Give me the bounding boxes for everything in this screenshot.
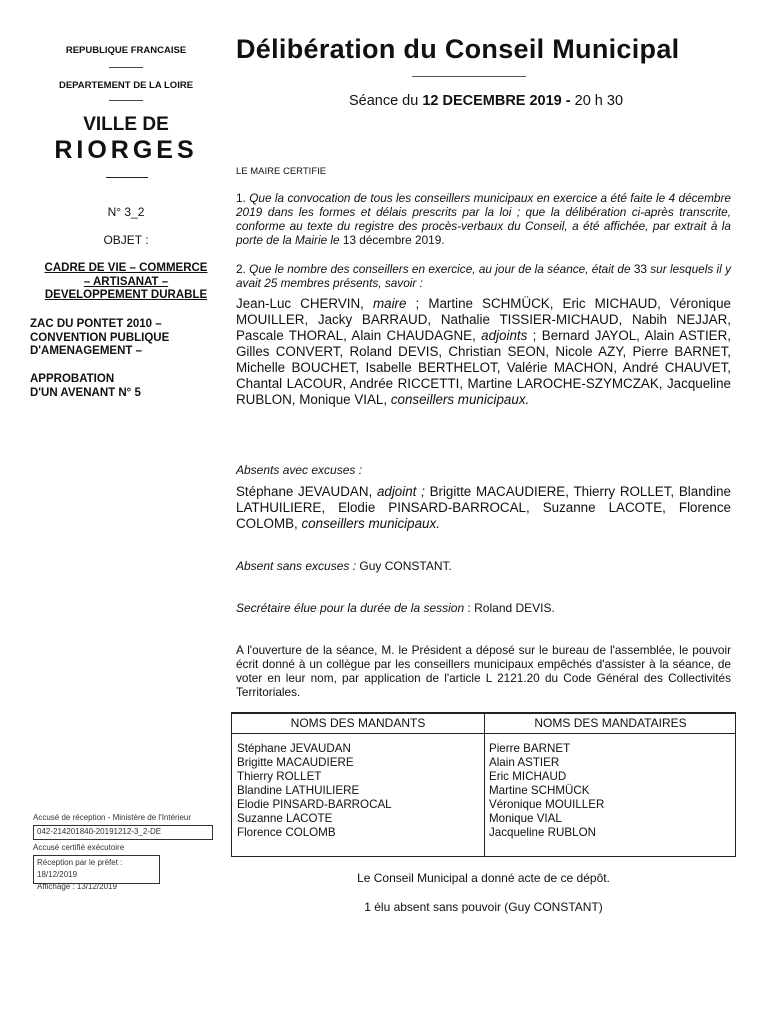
object-line: APPROBATION <box>30 373 115 385</box>
mandataire-name: Martine SCHMÜCK <box>489 784 590 797</box>
mandant-name: Blandine LATHUILIERE <box>237 784 360 797</box>
mandant-name: Elodie PINSARD-BARROCAL <box>237 798 392 811</box>
object-line: ZAC DU PONTET 2010 – <box>30 318 162 330</box>
mandant-name: Suzanne LACOTE <box>237 812 333 825</box>
republic-label: REPUBLIQUE FRANCAISE <box>65 45 187 56</box>
object-line: D'AMENAGEMENT – <box>30 345 142 357</box>
paragraph-number: 1. <box>236 191 250 205</box>
session-prefix: Séance du <box>348 93 423 109</box>
object-line: D'UN AVENANT N° 5 <box>30 386 141 399</box>
mandataire-name: Véronique MOUILLER <box>489 798 605 811</box>
mandataires-header: NOMS DES MANDATAIRES <box>534 716 687 730</box>
absent-label: Absent sans excuses : <box>236 559 357 573</box>
role-label: adjoints <box>481 328 528 343</box>
maire-certifie: LE MAIRE CERTIFIE <box>236 166 327 177</box>
document-title: Délibération du Conseil Municipal <box>236 34 680 64</box>
table-border <box>484 713 485 856</box>
role-label: adjoint ; <box>376 484 425 499</box>
member-names: Stéphane JEVAUDAN, <box>236 484 377 499</box>
stamp-reference: 042-214201840-20191212-3_2-DE <box>37 827 162 836</box>
role-label: maire <box>372 296 407 311</box>
object-section-approbation <box>30 373 222 400</box>
role-label: conseillers municipaux. <box>390 392 530 407</box>
paragraph-convocation <box>236 191 731 247</box>
absent-sans-excuses <box>236 559 452 573</box>
session-line <box>236 93 736 109</box>
absent-members <box>236 484 731 532</box>
affichage-date: 13 décembre 2019. <box>339 233 445 247</box>
mandataires-list <box>489 742 604 840</box>
acte-depot: Le Conseil Municipal a donné acte de ce dépôt. <box>357 871 610 885</box>
mandant-name: Florence COLOMB <box>237 826 336 839</box>
city-name: RIORGES <box>54 136 198 164</box>
member-names: Brigitte MACAUDIERE, Thierry ROLLET, Blandine LATHUILIERE, Elodie PINSARD-BARROCAL, Suzanne LACOTE, Florence COLOMB, <box>236 484 731 531</box>
mandataire-name: Pierre BARNET <box>489 742 571 755</box>
stamp-reception-label: Accusé de réception - Ministère de l'Intérieur <box>33 813 192 822</box>
stamp-reference-box <box>33 825 213 840</box>
role-label: conseillers municipaux. <box>301 516 440 531</box>
stamp-affichage-date: Affichage : 13/12/2019 <box>37 882 117 891</box>
objet-label: OBJET : <box>103 233 149 247</box>
mandant-name: Stéphane JEVAUDAN <box>237 742 351 755</box>
mandants-list <box>237 742 392 840</box>
object-section-cadre-de-vie <box>30 262 222 303</box>
divider <box>109 67 143 68</box>
secretaire <box>236 601 555 615</box>
mandant-name: Brigitte MACAUDIERE <box>237 756 354 769</box>
mandataire-name: Eric MICHAUD <box>489 770 567 783</box>
city-prefix: VILLE DE <box>83 114 169 135</box>
object-section-zac <box>30 318 222 359</box>
mandataire-name: Alain ASTIER <box>489 756 560 769</box>
object-line: DEVELOPPEMENT DURABLE <box>44 289 208 301</box>
absent-sans-pouvoir: 1 élu absent sans pouvoir (Guy CONSTANT) <box>364 900 603 914</box>
divider <box>109 100 143 101</box>
stamp-reception-date: Réception par le préfet : 18/12/2019 <box>37 858 123 879</box>
secretaire-name: : Roland DEVIS. <box>464 601 555 615</box>
department-label: DEPARTEMENT DE LA LOIRE <box>58 80 194 91</box>
paragraph-text: Que le nombre des conseillers en exercice, au jour de la séance, était de <box>249 262 631 276</box>
member-count: 33 <box>630 262 651 276</box>
paragraph-text: Que la convocation de tous les conseillers municipaux en exercice a été faite le 4 décembre 2019 dans les formes et délais prescrits par la loi ; que la délibération ci-après transcrite, conforme au texte du registre des procès-verbaux du Conseil, a été affichée, par extrait à la porte de la Mairie le <box>236 191 731 247</box>
mandataire-name: Jacqueline RUBLON <box>489 826 596 839</box>
paragraph-ouverture: A l'ouverture de la séance, M. le Président a déposé sur le bureau de l'assemblée, le pouvoir écrit donné à un collègue par les conseillers municipaux empêchés d'assister à la séance, de voter en leur nom, par application de l'article L 2121.20 du Code Général des Collectivités Territoriales. <box>236 643 731 699</box>
member-names: ; Martine SCHMÜCK, Eric MICHAUD, Véronique MOUILLER, Jacky BARRAUD, Nathalie TISSIER-MICHAUD, Nabih NEJJAR, Pascale THORAL, Alain CHAUDAGNE, <box>236 296 731 343</box>
paragraph-number: 2. <box>236 262 250 276</box>
session-time: 20 h 30 <box>570 93 624 109</box>
mandants-header: NOMS DES MANDANTS <box>290 716 426 730</box>
object-line: CONVENTION PUBLIQUE <box>30 331 170 344</box>
stamp-dates-box <box>33 855 160 891</box>
paragraph-quorum <box>236 262 731 290</box>
member-names: Jean-Luc CHERVIN, <box>236 296 373 311</box>
mandant-name: Thierry ROLLET <box>237 770 322 783</box>
deliberation-number: N° 3_2 <box>107 205 145 219</box>
present-members <box>236 296 731 408</box>
paragraph-text: sur lesquels il y avait 25 membres présents, savoir : <box>236 262 731 290</box>
mandates-table <box>231 712 736 857</box>
divider <box>106 177 148 178</box>
absents-label: Absents avec excuses : <box>236 463 363 477</box>
divider <box>412 76 526 77</box>
session-date: 12 DECEMBRE 2019 - <box>422 93 571 109</box>
object-line: CADRE DE VIE – COMMERCE <box>44 262 208 274</box>
absent-name: Guy CONSTANT. <box>356 559 452 573</box>
mandataire-name: Monique VIAL <box>489 812 562 825</box>
stamp-certifie-label: Accusé certifié exécutoire <box>33 843 125 852</box>
member-names: ; Bernard JAYOL, Alain ASTIER, Gilles CONVERT, Roland DEVIS, Christian SEON, Nicole AZY, Pierre BARNET, Michelle BOUCHET, Isabelle BERTHELOT, Valérie MACHON, André CHAUVET, Chantal LACOUR, Andrée RICCETTI, Martine LAROCHE-SZYMCZAK, Jacqueline RUBLON, Monique VIAL, <box>236 328 731 407</box>
object-line: – ARTISANAT – <box>83 275 169 288</box>
secretaire-label: Secrétaire élue pour la durée de la session <box>236 601 465 615</box>
